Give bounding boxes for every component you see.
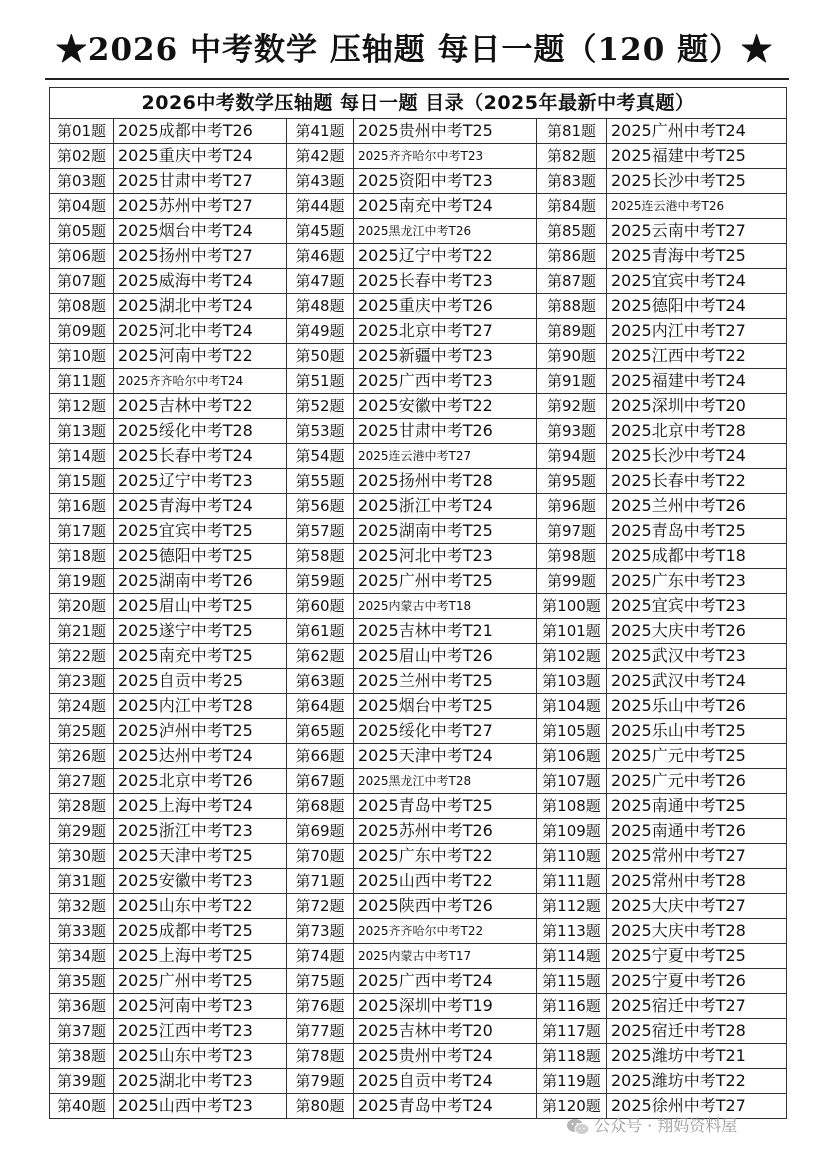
problem-number: 第62题 (287, 644, 354, 669)
watermark (566, 1113, 737, 1136)
problem-source: 2025山东中考T23 (114, 1044, 287, 1069)
problem-source: 2025宁夏中考T26 (607, 969, 787, 994)
problem-number: 第19题 (50, 569, 114, 594)
problem-source: 2025吉林中考T21 (354, 619, 537, 644)
table-row (50, 569, 787, 594)
problem-number: 第30题 (50, 844, 114, 869)
problem-number: 第114题 (537, 944, 607, 969)
problem-number: 第40题 (50, 1094, 114, 1119)
problem-number: 第85题 (537, 219, 607, 244)
problem-source: 2025连云港中考T27 (354, 444, 537, 469)
problem-number: 第23题 (50, 669, 114, 694)
problem-source: 2025云南中考T27 (607, 219, 787, 244)
table-row (50, 319, 787, 344)
problem-number: 第13题 (50, 419, 114, 444)
problem-source: 2025兰州中考T26 (607, 494, 787, 519)
problem-number: 第118题 (537, 1044, 607, 1069)
table-row (50, 669, 787, 694)
table-row (50, 269, 787, 294)
problem-number: 第103题 (537, 669, 607, 694)
table-row (50, 244, 787, 269)
problem-source: 2025河北中考T23 (354, 544, 537, 569)
problem-source: 2025苏州中考T27 (114, 194, 287, 219)
problem-source: 2025陕西中考T26 (354, 894, 537, 919)
problem-source: 2025黑龙江中考T28 (354, 769, 537, 794)
problem-number: 第73题 (287, 919, 354, 944)
problem-number: 第81题 (537, 119, 607, 144)
table-row (50, 194, 787, 219)
problem-source: 2025深圳中考T19 (354, 994, 537, 1019)
problem-number: 第28题 (50, 794, 114, 819)
problem-source: 2025长春中考T22 (607, 469, 787, 494)
problem-source: 2025自贡中考25 (114, 669, 287, 694)
problem-number: 第38题 (50, 1044, 114, 1069)
problem-source: 2025成都中考T18 (607, 544, 787, 569)
problem-number: 第02题 (50, 144, 114, 169)
problem-number: 第89题 (537, 319, 607, 344)
problem-number: 第44题 (287, 194, 354, 219)
problem-number: 第78题 (287, 1044, 354, 1069)
problem-source: 2025乐山中考T25 (607, 719, 787, 744)
problem-number: 第07题 (50, 269, 114, 294)
problem-source: 2025大庆中考T26 (607, 619, 787, 644)
problem-source: 2025广州中考T24 (607, 119, 787, 144)
problem-number: 第100题 (537, 594, 607, 619)
problem-number: 第65题 (287, 719, 354, 744)
problem-source: 2025常州中考T28 (607, 869, 787, 894)
table-row (50, 644, 787, 669)
problem-number: 第70题 (287, 844, 354, 869)
problem-number: 第72题 (287, 894, 354, 919)
problem-source: 2025乐山中考T26 (607, 694, 787, 719)
wechat-icon (566, 1118, 590, 1136)
problem-number: 第93题 (537, 419, 607, 444)
problem-number: 第119题 (537, 1069, 607, 1094)
problem-source: 2025河北中考T24 (114, 319, 287, 344)
table-row (50, 1019, 787, 1044)
problem-number: 第67题 (287, 769, 354, 794)
problem-number: 第106题 (537, 744, 607, 769)
toc-body (50, 119, 787, 1119)
problem-number: 第01题 (50, 119, 114, 144)
problem-source: 2025河南中考T22 (114, 344, 287, 369)
problem-number: 第104题 (537, 694, 607, 719)
problem-number: 第105题 (537, 719, 607, 744)
table-row (50, 719, 787, 744)
problem-source: 2025泸州中考T25 (114, 719, 287, 744)
problem-source: 2025宜宾中考T25 (114, 519, 287, 544)
problem-number: 第102题 (537, 644, 607, 669)
problem-source: 2025大庆中考T28 (607, 919, 787, 944)
problem-number: 第109题 (537, 819, 607, 844)
problem-source: 2025天津中考T24 (354, 744, 537, 769)
problem-number: 第50题 (287, 344, 354, 369)
problem-number: 第39题 (50, 1069, 114, 1094)
problem-number: 第17题 (50, 519, 114, 544)
title-divider (45, 78, 789, 80)
table-row (50, 869, 787, 894)
problem-source: 2025浙江中考T23 (114, 819, 287, 844)
problem-number: 第94题 (537, 444, 607, 469)
problem-number: 第74题 (287, 944, 354, 969)
problem-source: 2025德阳中考T25 (114, 544, 287, 569)
problem-source: 2025江西中考T22 (607, 344, 787, 369)
problem-source: 2025湖北中考T23 (114, 1069, 287, 1094)
problem-source: 2025青岛中考T25 (354, 794, 537, 819)
problem-source: 2025青岛中考T25 (607, 519, 787, 544)
problem-source: 2025烟台中考T24 (114, 219, 287, 244)
problem-source: 2025内江中考T28 (114, 694, 287, 719)
problem-source: 2025齐齐哈尔中考T22 (354, 919, 537, 944)
problem-number: 第08题 (50, 294, 114, 319)
problem-source: 2025眉山中考T26 (354, 644, 537, 669)
problem-number: 第42题 (287, 144, 354, 169)
problem-number: 第15题 (50, 469, 114, 494)
problem-number: 第11题 (50, 369, 114, 394)
problem-source: 2025广东中考T23 (607, 569, 787, 594)
problem-source: 2025新疆中考T23 (354, 344, 537, 369)
problem-number: 第116题 (537, 994, 607, 1019)
problem-source: 2025遂宁中考T25 (114, 619, 287, 644)
problem-number: 第56题 (287, 494, 354, 519)
table-row (50, 219, 787, 244)
problem-number: 第55题 (287, 469, 354, 494)
problem-number: 第52题 (287, 394, 354, 419)
problem-source: 2025广西中考T23 (354, 369, 537, 394)
problem-source: 2025福建中考T24 (607, 369, 787, 394)
problem-source: 2025内蒙古中考T17 (354, 944, 537, 969)
problem-source: 2025宿迁中考T27 (607, 994, 787, 1019)
problem-source: 2025齐齐哈尔中考T24 (114, 369, 287, 394)
problem-number: 第10题 (50, 344, 114, 369)
problem-number: 第47题 (287, 269, 354, 294)
problem-source: 2025广州中考T25 (354, 569, 537, 594)
problem-source: 2025常州中考T27 (607, 844, 787, 869)
problem-source: 2025北京中考T27 (354, 319, 537, 344)
problem-source: 2025安徽中考T22 (354, 394, 537, 419)
table-row (50, 119, 787, 144)
problem-number: 第29题 (50, 819, 114, 844)
table-row (50, 169, 787, 194)
toc-table (49, 87, 787, 1119)
problem-number: 第63题 (287, 669, 354, 694)
problem-source: 2025甘肃中考T26 (354, 419, 537, 444)
problem-number: 第06题 (50, 244, 114, 269)
problem-source: 2025吉林中考T22 (114, 394, 287, 419)
table-row (50, 694, 787, 719)
problem-source: 2025广元中考T26 (607, 769, 787, 794)
table-row (50, 294, 787, 319)
problem-source: 2025北京中考T28 (607, 419, 787, 444)
problem-number: 第113题 (537, 919, 607, 944)
problem-source: 2025苏州中考T26 (354, 819, 537, 844)
problem-source: 2025扬州中考T28 (354, 469, 537, 494)
problem-source: 2025湖南中考T25 (354, 519, 537, 544)
problem-number: 第77题 (287, 1019, 354, 1044)
problem-number: 第27题 (50, 769, 114, 794)
problem-source: 2025广州中考T25 (114, 969, 287, 994)
problem-source: 2025兰州中考T25 (354, 669, 537, 694)
problem-number: 第36题 (50, 994, 114, 1019)
problem-number: 第97题 (537, 519, 607, 544)
problem-number: 第108题 (537, 794, 607, 819)
problem-source: 2025青海中考T24 (114, 494, 287, 519)
problem-source: 2025潍坊中考T22 (607, 1069, 787, 1094)
problem-source: 2025德阳中考T24 (607, 294, 787, 319)
table-row (50, 794, 787, 819)
problem-number: 第64题 (287, 694, 354, 719)
problem-source: 2025重庆中考T26 (354, 294, 537, 319)
problem-number: 第71题 (287, 869, 354, 894)
problem-number: 第37题 (50, 1019, 114, 1044)
problem-number: 第60题 (287, 594, 354, 619)
table-row (50, 894, 787, 919)
problem-number: 第09题 (50, 319, 114, 344)
problem-source: 2025北京中考T26 (114, 769, 287, 794)
problem-number: 第16题 (50, 494, 114, 519)
problem-source: 2025青岛中考T24 (354, 1094, 537, 1119)
table-row (50, 994, 787, 1019)
problem-number: 第83题 (537, 169, 607, 194)
problem-number: 第32题 (50, 894, 114, 919)
problem-number: 第57题 (287, 519, 354, 544)
problem-number: 第35题 (50, 969, 114, 994)
table-row (50, 344, 787, 369)
problem-number: 第95题 (537, 469, 607, 494)
problem-number: 第24题 (50, 694, 114, 719)
table-row (50, 1069, 787, 1094)
problem-source: 2025天津中考T25 (114, 844, 287, 869)
problem-number: 第31题 (50, 869, 114, 894)
table-row (50, 969, 787, 994)
problem-number: 第88题 (537, 294, 607, 319)
problem-number: 第92题 (537, 394, 607, 419)
problem-source: 2025潍坊中考T21 (607, 1044, 787, 1069)
problem-number: 第112题 (537, 894, 607, 919)
problem-source: 2025绥化中考T28 (114, 419, 287, 444)
problem-number: 第101题 (537, 619, 607, 644)
problem-number: 第21题 (50, 619, 114, 644)
problem-number: 第80题 (287, 1094, 354, 1119)
problem-source: 2025湖南中考T26 (114, 569, 287, 594)
table-row (50, 1044, 787, 1069)
problem-number: 第53题 (287, 419, 354, 444)
problem-source: 2025广元中考T25 (607, 744, 787, 769)
table-row (50, 369, 787, 394)
problem-source: 2025宜宾中考T23 (607, 594, 787, 619)
problem-source: 2025安徽中考T23 (114, 869, 287, 894)
problem-number: 第66题 (287, 744, 354, 769)
problem-source: 2025达州中考T24 (114, 744, 287, 769)
problem-number: 第75题 (287, 969, 354, 994)
problem-source: 2025宜宾中考T24 (607, 269, 787, 294)
problem-number: 第05题 (50, 219, 114, 244)
problem-number: 第87题 (537, 269, 607, 294)
table-row (50, 744, 787, 769)
toc-caption: 2026中考数学压轴题 每日一题 目录（2025年最新中考真题） (50, 88, 787, 119)
table-row (50, 494, 787, 519)
problem-source: 2025武汉中考T24 (607, 669, 787, 694)
problem-source: 2025南充中考T25 (114, 644, 287, 669)
table-row (50, 544, 787, 569)
problem-number: 第48题 (287, 294, 354, 319)
problem-source: 2025齐齐哈尔中考T23 (354, 144, 537, 169)
problem-source: 2025山西中考T22 (354, 869, 537, 894)
problem-source: 2025浙江中考T24 (354, 494, 537, 519)
problem-number: 第84题 (537, 194, 607, 219)
problem-number: 第20题 (50, 594, 114, 619)
problem-source: 2025广西中考T24 (354, 969, 537, 994)
problem-source: 2025山东中考T22 (114, 894, 287, 919)
table-row (50, 444, 787, 469)
problem-number: 第76题 (287, 994, 354, 1019)
problem-number: 第61题 (287, 619, 354, 644)
problem-number: 第99题 (537, 569, 607, 594)
table-row (50, 469, 787, 494)
problem-source: 2025辽宁中考T22 (354, 244, 537, 269)
table-row (50, 594, 787, 619)
problem-number: 第58题 (287, 544, 354, 569)
problem-source: 2025扬州中考T27 (114, 244, 287, 269)
problem-source: 2025徐州中考T27 (607, 1094, 787, 1119)
problem-source: 2025内蒙古中考T18 (354, 594, 537, 619)
table-row (50, 944, 787, 969)
problem-number: 第98题 (537, 544, 607, 569)
problem-source: 2025吉林中考T20 (354, 1019, 537, 1044)
table-row (50, 619, 787, 644)
problem-source: 2025大庆中考T27 (607, 894, 787, 919)
problem-number: 第49题 (287, 319, 354, 344)
problem-source: 2025自贡中考T24 (354, 1069, 537, 1094)
problem-source: 2025宁夏中考T25 (607, 944, 787, 969)
problem-source: 2025南通中考T26 (607, 819, 787, 844)
problem-number: 第82题 (537, 144, 607, 169)
problem-source: 2025辽宁中考T23 (114, 469, 287, 494)
problem-number: 第22题 (50, 644, 114, 669)
problem-number: 第03题 (50, 169, 114, 194)
problem-source: 2025河南中考T23 (114, 994, 287, 1019)
problem-source: 2025南充中考T24 (354, 194, 537, 219)
problem-source: 2025成都中考T26 (114, 119, 287, 144)
problem-source: 2025深圳中考T20 (607, 394, 787, 419)
table-row (50, 769, 787, 794)
problem-source: 2025上海中考T25 (114, 944, 287, 969)
problem-number: 第43题 (287, 169, 354, 194)
problem-number: 第45题 (287, 219, 354, 244)
problem-source: 2025宿迁中考T28 (607, 1019, 787, 1044)
problem-number: 第34题 (50, 944, 114, 969)
table-row (50, 419, 787, 444)
problem-source: 2025青海中考T25 (607, 244, 787, 269)
problem-source: 2025广东中考T22 (354, 844, 537, 869)
problem-source: 2025长沙中考T24 (607, 444, 787, 469)
problem-number: 第68题 (287, 794, 354, 819)
problem-number: 第14题 (50, 444, 114, 469)
problem-number: 第91题 (537, 369, 607, 394)
problem-source: 2025长春中考T24 (114, 444, 287, 469)
problem-source: 2025重庆中考T24 (114, 144, 287, 169)
problem-number: 第111题 (537, 869, 607, 894)
problem-source: 2025眉山中考T25 (114, 594, 287, 619)
problem-source: 2025资阳中考T23 (354, 169, 537, 194)
problem-source: 2025福建中考T25 (607, 144, 787, 169)
problem-source: 2025武汉中考T23 (607, 644, 787, 669)
problem-source: 2025绥化中考T27 (354, 719, 537, 744)
problem-number: 第12题 (50, 394, 114, 419)
problem-number: 第54题 (287, 444, 354, 469)
problem-source: 2025黑龙江中考T26 (354, 219, 537, 244)
problem-number: 第86题 (537, 244, 607, 269)
table-row (50, 919, 787, 944)
problem-number: 第59题 (287, 569, 354, 594)
problem-number: 第41题 (287, 119, 354, 144)
problem-number: 第46题 (287, 244, 354, 269)
problem-number: 第79题 (287, 1069, 354, 1094)
problem-source: 2025上海中考T24 (114, 794, 287, 819)
problem-number: 第26题 (50, 744, 114, 769)
problem-number: 第04题 (50, 194, 114, 219)
problem-number: 第90题 (537, 344, 607, 369)
problem-source: 2025连云港中考T26 (607, 194, 787, 219)
problem-number: 第107题 (537, 769, 607, 794)
table-row (50, 819, 787, 844)
table-row (50, 844, 787, 869)
problem-number: 第120题 (537, 1094, 607, 1119)
watermark-text: 公众号 · 翔妈资料屋 (594, 1116, 738, 1135)
problem-source: 2025烟台中考T25 (354, 694, 537, 719)
problem-source: 2025长春中考T23 (354, 269, 537, 294)
problem-source: 2025贵州中考T25 (354, 119, 537, 144)
problem-source: 2025内江中考T27 (607, 319, 787, 344)
problem-number: 第110题 (537, 844, 607, 869)
problem-source: 2025湖北中考T24 (114, 294, 287, 319)
problem-source: 2025成都中考T25 (114, 919, 287, 944)
page-title: ★2026 中考数学 压轴题 每日一题（120 题）★ (55, 32, 774, 68)
problem-source: 2025威海中考T24 (114, 269, 287, 294)
problem-source: 2025长沙中考T25 (607, 169, 787, 194)
table-row (50, 519, 787, 544)
problem-number: 第69题 (287, 819, 354, 844)
table-row (50, 394, 787, 419)
problem-source: 2025贵州中考T24 (354, 1044, 537, 1069)
problem-source: 2025山西中考T23 (114, 1094, 287, 1119)
table-row (50, 144, 787, 169)
problem-number: 第33题 (50, 919, 114, 944)
problem-source: 2025江西中考T23 (114, 1019, 287, 1044)
problem-source: 2025南通中考T25 (607, 794, 787, 819)
problem-number: 第51题 (287, 369, 354, 394)
problem-number: 第25题 (50, 719, 114, 744)
problem-number: 第117题 (537, 1019, 607, 1044)
problem-source: 2025甘肃中考T27 (114, 169, 287, 194)
problem-number: 第18题 (50, 544, 114, 569)
problem-number: 第115题 (537, 969, 607, 994)
problem-number: 第96题 (537, 494, 607, 519)
